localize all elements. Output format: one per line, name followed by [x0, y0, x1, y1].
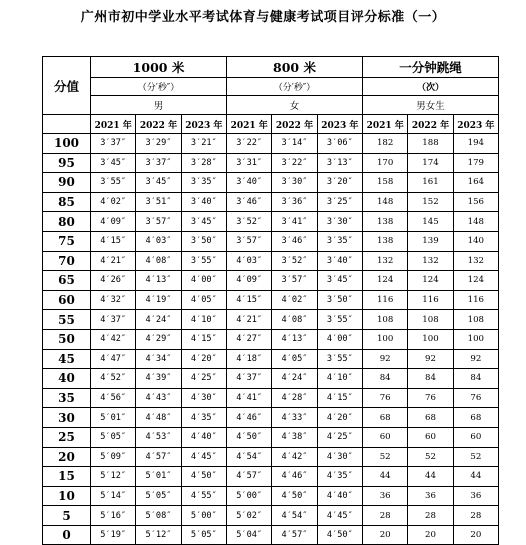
time-cell-1000m: 4′03″ — [136, 231, 181, 251]
count-cell-rope: 152 — [408, 192, 453, 212]
table-row — [43, 486, 499, 506]
count-cell-rope: 108 — [363, 310, 408, 330]
count-cell-rope: 28 — [453, 506, 498, 526]
time-cell-800m: 3′30″ — [272, 173, 317, 193]
time-cell-800m: 4′40″ — [317, 486, 362, 506]
count-cell-rope: 100 — [408, 329, 453, 349]
year-header: 2022 年 — [408, 115, 453, 134]
time-cell-800m: 3′46″ — [272, 231, 317, 251]
time-cell-800m: 3′35″ — [317, 231, 362, 251]
table-body — [43, 134, 499, 545]
time-cell-1000m: 4′48″ — [136, 408, 181, 428]
count-cell-rope: 179 — [453, 153, 498, 173]
time-cell-1000m: 5′00″ — [181, 506, 226, 526]
count-cell-rope: 138 — [363, 231, 408, 251]
count-cell-rope: 68 — [363, 408, 408, 428]
time-cell-800m: 4′15″ — [227, 290, 272, 310]
count-cell-rope: 52 — [363, 447, 408, 467]
time-cell-800m: 4′18″ — [227, 349, 272, 369]
time-cell-800m: 4′50″ — [227, 427, 272, 447]
time-cell-1000m: 3′37″ — [136, 153, 181, 173]
time-cell-800m: 5′00″ — [227, 486, 272, 506]
count-cell-rope: 132 — [363, 251, 408, 271]
time-cell-800m: 3′55″ — [317, 349, 362, 369]
time-cell-1000m: 4′20″ — [181, 349, 226, 369]
table-row — [43, 408, 499, 428]
table-row — [43, 525, 499, 545]
time-cell-800m: 3′30″ — [317, 212, 362, 232]
year-header: 2023 年 — [181, 115, 226, 134]
time-cell-800m: 4′15″ — [317, 388, 362, 408]
count-cell-rope: 60 — [453, 427, 498, 447]
score-cell: 15 — [43, 467, 91, 487]
count-cell-rope: 194 — [453, 134, 498, 154]
score-column-header: 分值 — [43, 57, 91, 115]
score-cell: 100 — [43, 134, 91, 154]
time-cell-1000m: 5′05″ — [136, 486, 181, 506]
time-cell-1000m: 5′08″ — [136, 506, 181, 526]
time-cell-800m: 5′04″ — [227, 525, 272, 545]
score-cell: 40 — [43, 369, 91, 389]
time-cell-800m: 4′57″ — [272, 525, 317, 545]
time-cell-1000m: 5′14″ — [91, 486, 136, 506]
table-row — [43, 310, 499, 330]
time-cell-1000m: 5′05″ — [181, 525, 226, 545]
count-cell-rope: 60 — [363, 427, 408, 447]
time-cell-1000m: 5′12″ — [136, 525, 181, 545]
time-cell-800m: 4′54″ — [272, 506, 317, 526]
count-cell-rope: 132 — [453, 251, 498, 271]
table-row — [43, 467, 499, 487]
time-cell-1000m: 5′09″ — [91, 447, 136, 467]
time-cell-800m: 3′31″ — [227, 153, 272, 173]
time-cell-800m: 3′46″ — [227, 192, 272, 212]
event-header-1000m: 1000 米 — [91, 57, 227, 78]
time-cell-1000m: 3′45″ — [91, 153, 136, 173]
table-row — [43, 388, 499, 408]
time-cell-1000m: 3′21″ — [181, 134, 226, 154]
gender-rope: 男女生 — [363, 96, 499, 115]
count-cell-rope: 76 — [363, 388, 408, 408]
count-cell-rope: 100 — [363, 329, 408, 349]
time-cell-1000m: 4′15″ — [91, 231, 136, 251]
time-cell-800m: 3′50″ — [317, 290, 362, 310]
score-cell: 35 — [43, 388, 91, 408]
time-cell-1000m: 3′57″ — [136, 212, 181, 232]
year-header: 2023 年 — [453, 115, 498, 134]
table-row — [43, 212, 499, 232]
count-cell-rope: 164 — [453, 173, 498, 193]
time-cell-1000m: 4′53″ — [136, 427, 181, 447]
header-row-gender — [43, 96, 499, 115]
score-cell: 60 — [43, 290, 91, 310]
count-cell-rope: 28 — [363, 506, 408, 526]
time-cell-1000m: 3′50″ — [181, 231, 226, 251]
time-cell-800m: 3′45″ — [317, 271, 362, 291]
count-cell-rope: 138 — [363, 212, 408, 232]
time-cell-1000m: 4′21″ — [91, 251, 136, 271]
time-cell-1000m: 4′25″ — [181, 369, 226, 389]
time-cell-800m: 3′55″ — [317, 310, 362, 330]
count-cell-rope: 170 — [363, 153, 408, 173]
count-cell-rope: 174 — [408, 153, 453, 173]
count-cell-rope: 20 — [363, 525, 408, 545]
time-cell-1000m: 4′02″ — [91, 192, 136, 212]
count-cell-rope: 76 — [408, 388, 453, 408]
year-header: 2021 年 — [363, 115, 408, 134]
count-cell-rope: 76 — [453, 388, 498, 408]
time-cell-1000m: 3′45″ — [136, 173, 181, 193]
time-cell-1000m: 4′09″ — [91, 212, 136, 232]
table-row — [43, 447, 499, 467]
page-title: 广州市初中学业水平考试体育与健康考试项目评分标准（一） — [80, 10, 446, 25]
count-cell-rope: 52 — [408, 447, 453, 467]
count-cell-rope: 124 — [453, 271, 498, 291]
time-cell-800m: 4′41″ — [227, 388, 272, 408]
time-cell-1000m: 4′30″ — [181, 388, 226, 408]
gender-1000m: 男 — [91, 96, 227, 115]
table-row — [43, 506, 499, 526]
score-cell: 10 — [43, 486, 91, 506]
year-spacer — [43, 115, 91, 134]
score-cell: 5 — [43, 506, 91, 526]
count-cell-rope: 116 — [453, 290, 498, 310]
time-cell-1000m: 4′34″ — [136, 349, 181, 369]
time-cell-800m: 3′40″ — [227, 173, 272, 193]
time-cell-800m: 3′40″ — [317, 251, 362, 271]
year-header: 2022 年 — [136, 115, 181, 134]
time-cell-1000m: 4′52″ — [91, 369, 136, 389]
time-cell-800m: 4′03″ — [227, 251, 272, 271]
score-cell: 25 — [43, 427, 91, 447]
header-row-events — [43, 57, 499, 78]
count-cell-rope: 139 — [408, 231, 453, 251]
time-cell-1000m: 4′45″ — [181, 447, 226, 467]
time-cell-800m: 4′33″ — [272, 408, 317, 428]
time-cell-1000m: 4′05″ — [181, 290, 226, 310]
event-header-rope: 一分钟跳绳 — [363, 57, 499, 78]
time-cell-800m: 3′14″ — [272, 134, 317, 154]
count-cell-rope: 116 — [408, 290, 453, 310]
count-cell-rope: 20 — [453, 525, 498, 545]
time-cell-800m: 3′22″ — [272, 153, 317, 173]
time-cell-1000m: 3′45″ — [181, 212, 226, 232]
count-cell-rope: 20 — [408, 525, 453, 545]
time-cell-1000m: 4′55″ — [181, 486, 226, 506]
time-cell-800m: 4′25″ — [317, 427, 362, 447]
year-header: 2022 年 — [272, 115, 317, 134]
count-cell-rope: 182 — [363, 134, 408, 154]
time-cell-800m: 3′25″ — [317, 192, 362, 212]
time-cell-1000m: 4′13″ — [136, 271, 181, 291]
score-cell: 45 — [43, 349, 91, 369]
time-cell-800m: 4′13″ — [272, 329, 317, 349]
table-row — [43, 271, 499, 291]
time-cell-800m: 4′28″ — [272, 388, 317, 408]
table-row — [43, 349, 499, 369]
time-cell-800m: 4′45″ — [317, 506, 362, 526]
unit-1000m: （分′秒″） — [91, 78, 227, 96]
time-cell-800m: 4′21″ — [227, 310, 272, 330]
table-row — [43, 290, 499, 310]
time-cell-1000m: 4′35″ — [181, 408, 226, 428]
score-cell: 80 — [43, 212, 91, 232]
time-cell-1000m: 5′05″ — [91, 427, 136, 447]
time-cell-1000m: 3′55″ — [181, 251, 226, 271]
time-cell-1000m: 3′35″ — [181, 173, 226, 193]
score-cell: 70 — [43, 251, 91, 271]
count-cell-rope: 124 — [408, 271, 453, 291]
count-cell-rope: 92 — [453, 349, 498, 369]
time-cell-800m: 4′37″ — [227, 369, 272, 389]
unit-rope: （次） — [363, 78, 499, 96]
time-cell-1000m: 3′55″ — [91, 173, 136, 193]
time-cell-1000m: 4′26″ — [91, 271, 136, 291]
count-cell-rope: 92 — [363, 349, 408, 369]
time-cell-800m: 3′36″ — [272, 192, 317, 212]
count-cell-rope: 161 — [408, 173, 453, 193]
count-cell-rope: 124 — [363, 271, 408, 291]
year-header: 2021 年 — [227, 115, 272, 134]
count-cell-rope: 84 — [363, 369, 408, 389]
table-row — [43, 251, 499, 271]
time-cell-1000m: 4′15″ — [181, 329, 226, 349]
time-cell-800m: 3′41″ — [272, 212, 317, 232]
count-cell-rope: 100 — [453, 329, 498, 349]
time-cell-800m: 3′06″ — [317, 134, 362, 154]
time-cell-1000m: 4′43″ — [136, 388, 181, 408]
count-cell-rope: 108 — [408, 310, 453, 330]
score-cell: 50 — [43, 329, 91, 349]
time-cell-1000m: 3′51″ — [136, 192, 181, 212]
table-row — [43, 427, 499, 447]
time-cell-800m: 4′20″ — [317, 408, 362, 428]
time-cell-800m: 4′24″ — [272, 369, 317, 389]
unit-800m: （分′秒″） — [227, 78, 363, 96]
event-header-800m: 800 米 — [227, 57, 363, 78]
time-cell-800m: 3′13″ — [317, 153, 362, 173]
time-cell-800m: 4′08″ — [272, 310, 317, 330]
count-cell-rope: 36 — [408, 486, 453, 506]
time-cell-800m: 3′52″ — [227, 212, 272, 232]
table-row — [43, 153, 499, 173]
time-cell-800m: 3′57″ — [272, 271, 317, 291]
time-cell-1000m: 5′01″ — [91, 408, 136, 428]
time-cell-800m: 4′46″ — [272, 467, 317, 487]
time-cell-1000m: 4′57″ — [136, 447, 181, 467]
score-cell: 95 — [43, 153, 91, 173]
time-cell-1000m: 4′47″ — [91, 349, 136, 369]
time-cell-800m: 3′22″ — [227, 134, 272, 154]
header-row-years — [43, 115, 499, 134]
count-cell-rope: 36 — [363, 486, 408, 506]
time-cell-1000m: 4′39″ — [136, 369, 181, 389]
time-cell-1000m: 3′29″ — [136, 134, 181, 154]
time-cell-800m: 3′20″ — [317, 173, 362, 193]
count-cell-rope: 158 — [363, 173, 408, 193]
table-row — [43, 134, 499, 154]
time-cell-1000m: 4′42″ — [91, 329, 136, 349]
time-cell-800m: 4′35″ — [317, 467, 362, 487]
time-cell-1000m: 4′40″ — [181, 427, 226, 447]
count-cell-rope: 84 — [453, 369, 498, 389]
count-cell-rope: 60 — [408, 427, 453, 447]
count-cell-rope: 36 — [453, 486, 498, 506]
time-cell-1000m: 4′08″ — [136, 251, 181, 271]
time-cell-800m: 4′05″ — [272, 349, 317, 369]
gender-800m: 女 — [227, 96, 363, 115]
time-cell-800m: 4′27″ — [227, 329, 272, 349]
time-cell-800m: 4′50″ — [272, 486, 317, 506]
table-row — [43, 192, 499, 212]
count-cell-rope: 44 — [453, 467, 498, 487]
count-cell-rope: 108 — [453, 310, 498, 330]
count-cell-rope: 84 — [408, 369, 453, 389]
count-cell-rope: 156 — [453, 192, 498, 212]
year-header: 2021 年 — [91, 115, 136, 134]
time-cell-800m: 5′02″ — [227, 506, 272, 526]
time-cell-800m: 3′52″ — [272, 251, 317, 271]
time-cell-800m: 4′50″ — [317, 525, 362, 545]
time-cell-800m: 4′09″ — [227, 271, 272, 291]
time-cell-1000m: 4′19″ — [136, 290, 181, 310]
score-cell: 65 — [43, 271, 91, 291]
time-cell-800m: 4′38″ — [272, 427, 317, 447]
time-cell-1000m: 4′24″ — [136, 310, 181, 330]
time-cell-800m: 4′42″ — [272, 447, 317, 467]
time-cell-1000m: 3′40″ — [181, 192, 226, 212]
count-cell-rope: 116 — [363, 290, 408, 310]
count-cell-rope: 148 — [453, 212, 498, 232]
count-cell-rope: 140 — [453, 231, 498, 251]
count-cell-rope: 145 — [408, 212, 453, 232]
count-cell-rope: 148 — [363, 192, 408, 212]
time-cell-1000m: 5′16″ — [91, 506, 136, 526]
count-cell-rope: 188 — [408, 134, 453, 154]
time-cell-800m: 3′57″ — [227, 231, 272, 251]
time-cell-800m: 4′46″ — [227, 408, 272, 428]
time-cell-1000m: 4′10″ — [181, 310, 226, 330]
time-cell-1000m: 4′00″ — [181, 271, 226, 291]
score-cell: 90 — [43, 173, 91, 193]
table-row — [43, 173, 499, 193]
score-cell: 85 — [43, 192, 91, 212]
count-cell-rope: 28 — [408, 506, 453, 526]
count-cell-rope: 68 — [453, 408, 498, 428]
table-row — [43, 369, 499, 389]
time-cell-800m: 4′30″ — [317, 447, 362, 467]
score-cell: 30 — [43, 408, 91, 428]
time-cell-800m: 4′54″ — [227, 447, 272, 467]
time-cell-1000m: 3′28″ — [181, 153, 226, 173]
time-cell-1000m: 5′01″ — [136, 467, 181, 487]
time-cell-1000m: 4′56″ — [91, 388, 136, 408]
count-cell-rope: 68 — [408, 408, 453, 428]
scoring-table — [42, 56, 499, 545]
time-cell-1000m: 4′37″ — [91, 310, 136, 330]
count-cell-rope: 52 — [453, 447, 498, 467]
score-cell: 75 — [43, 231, 91, 251]
time-cell-1000m: 4′29″ — [136, 329, 181, 349]
header-row-units — [43, 78, 499, 96]
score-cell: 0 — [43, 525, 91, 545]
time-cell-1000m: 4′50″ — [181, 467, 226, 487]
time-cell-1000m: 5′12″ — [91, 467, 136, 487]
count-cell-rope: 132 — [408, 251, 453, 271]
time-cell-1000m: 4′32″ — [91, 290, 136, 310]
time-cell-1000m: 5′19″ — [91, 525, 136, 545]
time-cell-800m: 4′00″ — [317, 329, 362, 349]
table-row — [43, 231, 499, 251]
count-cell-rope: 92 — [408, 349, 453, 369]
year-header: 2023 年 — [317, 115, 362, 134]
table-row — [43, 329, 499, 349]
time-cell-800m: 4′57″ — [227, 467, 272, 487]
score-cell: 20 — [43, 447, 91, 467]
count-cell-rope: 44 — [408, 467, 453, 487]
score-cell: 55 — [43, 310, 91, 330]
count-cell-rope: 44 — [363, 467, 408, 487]
time-cell-800m: 4′10″ — [317, 369, 362, 389]
time-cell-800m: 4′02″ — [272, 290, 317, 310]
time-cell-1000m: 3′37″ — [91, 134, 136, 154]
